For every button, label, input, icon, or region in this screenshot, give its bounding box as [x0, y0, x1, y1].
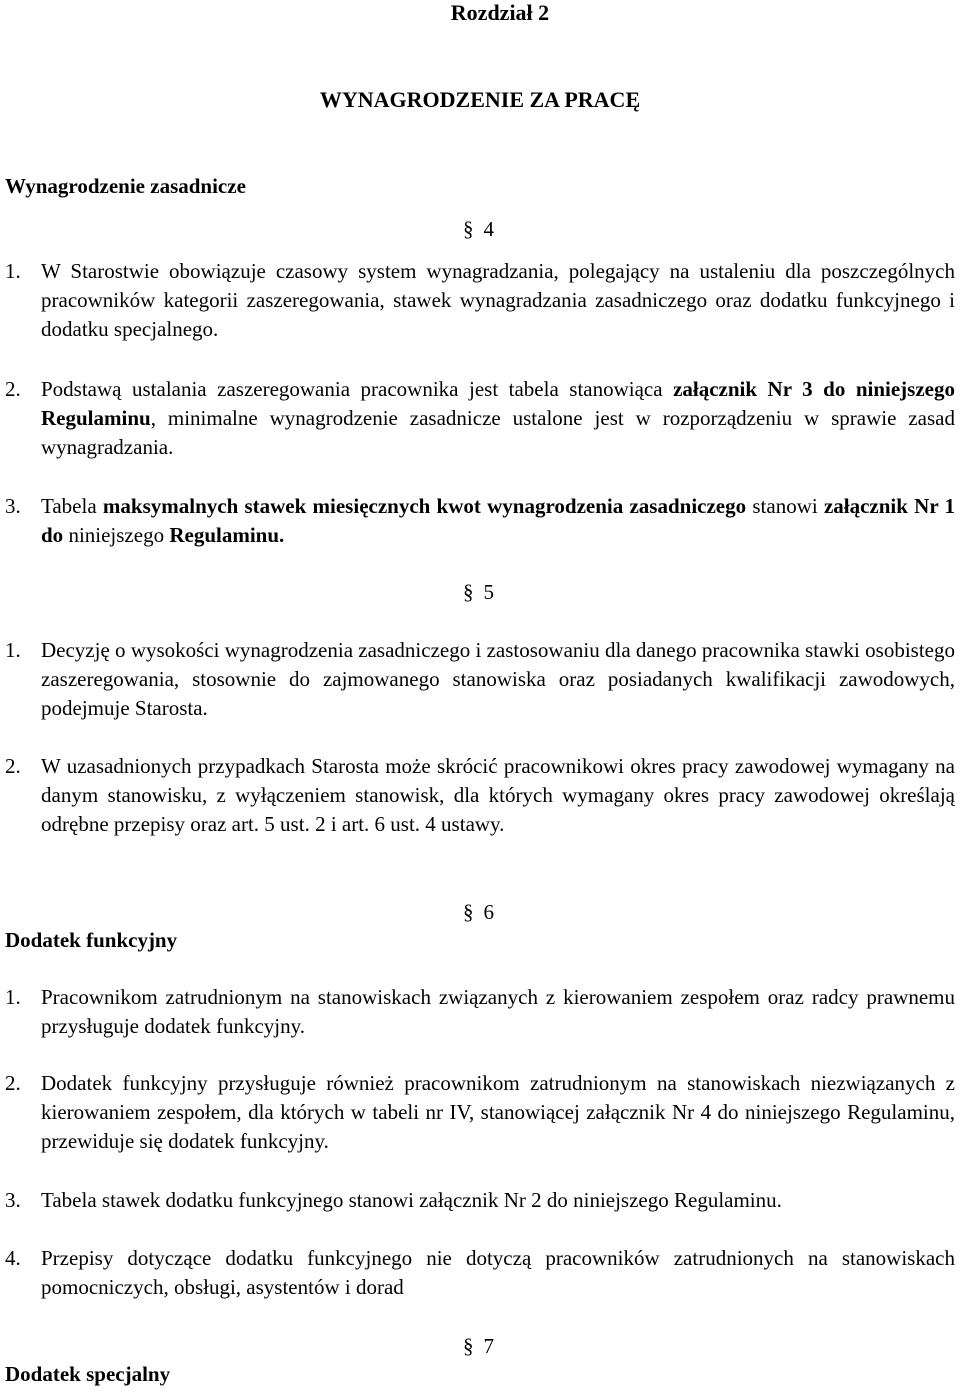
- list-item-number: 3.: [5, 1188, 21, 1212]
- list-item-number: 4.: [5, 1246, 21, 1270]
- section-heading: Dodatek funkcyjny: [5, 928, 178, 952]
- section-sign: §: [463, 1334, 474, 1358]
- list-item: [5, 492, 955, 550]
- text-run: Decyzję o wysokości wynagrodzenia zasadniczego i zastosowaniu dla danego pracownika stawki osobistego zaszeregowania, stosownie do zajmowanego stanowiska oraz posiadanych kwalifikacji zawodowych, podejmuje Starosta.: [41, 638, 955, 720]
- text-run: Tabela: [41, 494, 103, 518]
- paragraph-number: 4: [483, 217, 494, 241]
- text-run: Dodatek funkcyjny przysługuje również pracownikom zatrudnionym na stanowiskach niezwiązanych z kierowaniem zespołem, dla których w tabeli nr IV, stanowiącej załącznik Nr 4 do niniejszego Regulaminu, przewiduje się dodatek funkcyjny.: [41, 1071, 955, 1153]
- list-item: [5, 1069, 955, 1156]
- bold-text: Regulaminu.: [169, 523, 285, 547]
- list-item-number: 1.: [5, 638, 21, 662]
- paragraph-marker: [463, 1332, 494, 1361]
- text-run: Podstawą ustalania zaszeregowania pracownika jest tabela stanowiąca: [41, 377, 674, 401]
- list-item-number: 2.: [5, 377, 21, 401]
- section-sign: §: [463, 900, 474, 924]
- list-item-text: [41, 752, 955, 839]
- paragraph-marker: [463, 215, 494, 244]
- section-sign: §: [463, 217, 474, 241]
- list-item-text: [41, 257, 955, 344]
- list-item: [5, 257, 955, 344]
- list-item: [5, 375, 955, 462]
- paragraph-number: 5: [483, 580, 494, 604]
- list-item-text: [41, 492, 955, 550]
- paragraph-marker: [463, 898, 494, 927]
- list-item-text: [41, 983, 955, 1041]
- text-run: niniejszego: [63, 523, 170, 547]
- list-item-text: [41, 1244, 955, 1302]
- list-item: [5, 983, 955, 1041]
- text-run: stanowi: [746, 494, 824, 518]
- list-item-text: [41, 375, 955, 462]
- list-item-text: [41, 636, 955, 723]
- section-heading: Wynagrodzenie zasadnicze: [5, 174, 246, 198]
- list-item: [5, 1244, 955, 1302]
- paragraph-marker: [463, 578, 494, 607]
- text-run: W Starostwie obowiązuje czasowy system wynagradzania, polegający na ustaleniu dla poszczególnych pracowników kategorii zaszeregowania, stawek wynagradzania zasadniczego oraz dodatku funkcyjnego i dodatku specjalnego.: [41, 259, 955, 341]
- list-item-number: 1.: [5, 259, 21, 283]
- text-run: , minimalne wynagrodzenie zasadnicze ustalone jest w rozporządzeniu w sprawie zasad wynagradzania.: [41, 406, 955, 459]
- list-item-number: 2.: [5, 754, 21, 778]
- bold-text: załącznik Nr 3 do niniejszego Regulaminu: [41, 377, 955, 430]
- document-title: WYNAGRODZENIE ZA PRACĘ: [319, 87, 641, 112]
- section-sign: §: [463, 580, 474, 604]
- list-item-number: 2.: [5, 1071, 21, 1095]
- list-item-text: [41, 1069, 955, 1156]
- paragraph-number: 7: [483, 1334, 494, 1358]
- list-item: [5, 1186, 955, 1215]
- list-item: [5, 636, 955, 723]
- bold-text: maksymalnych stawek miesięcznych kwot wynagrodzenia zasadniczego: [102, 494, 747, 518]
- list-item-number: 3.: [5, 494, 21, 518]
- section-heading: Dodatek specjalny: [5, 1362, 171, 1386]
- paragraph-number: 6: [483, 900, 494, 924]
- list-item-number: 1.: [5, 985, 21, 1009]
- list-item-text: [41, 1186, 955, 1215]
- text-run: Pracownikom zatrudnionym na stanowiskach związanych z kierowaniem zespołem oraz radcy prawnemu przysługuje dodatek funkcyjny.: [41, 985, 955, 1038]
- text-run: Tabela stawek dodatku funkcyjnego stanowi załącznik Nr 2 do niniejszego Regulaminu.: [41, 1188, 782, 1212]
- list-item: [5, 752, 955, 839]
- text-run: Przepisy dotyczące dodatku funkcyjnego nie dotyczą pracowników zatrudnionych na stanowiskach pomocniczych, obsługi, asystentów i dorad: [41, 1246, 955, 1299]
- text-run: W uzasadnionych przypadkach Starosta może skrócić pracownikowi okres pracy zawodowej wymagany na danym stanowisku, z wyłączeniem stanowisk, dla których wymagany okres pracy zawodowej określają odrębne przepisy oraz art. 5 ust. 2 i art. 6 ust. 4 ustawy.: [41, 754, 955, 836]
- bold-text: załącznik Nr 1 do: [41, 494, 955, 547]
- chapter-title: Rozdział 2: [450, 0, 550, 25]
